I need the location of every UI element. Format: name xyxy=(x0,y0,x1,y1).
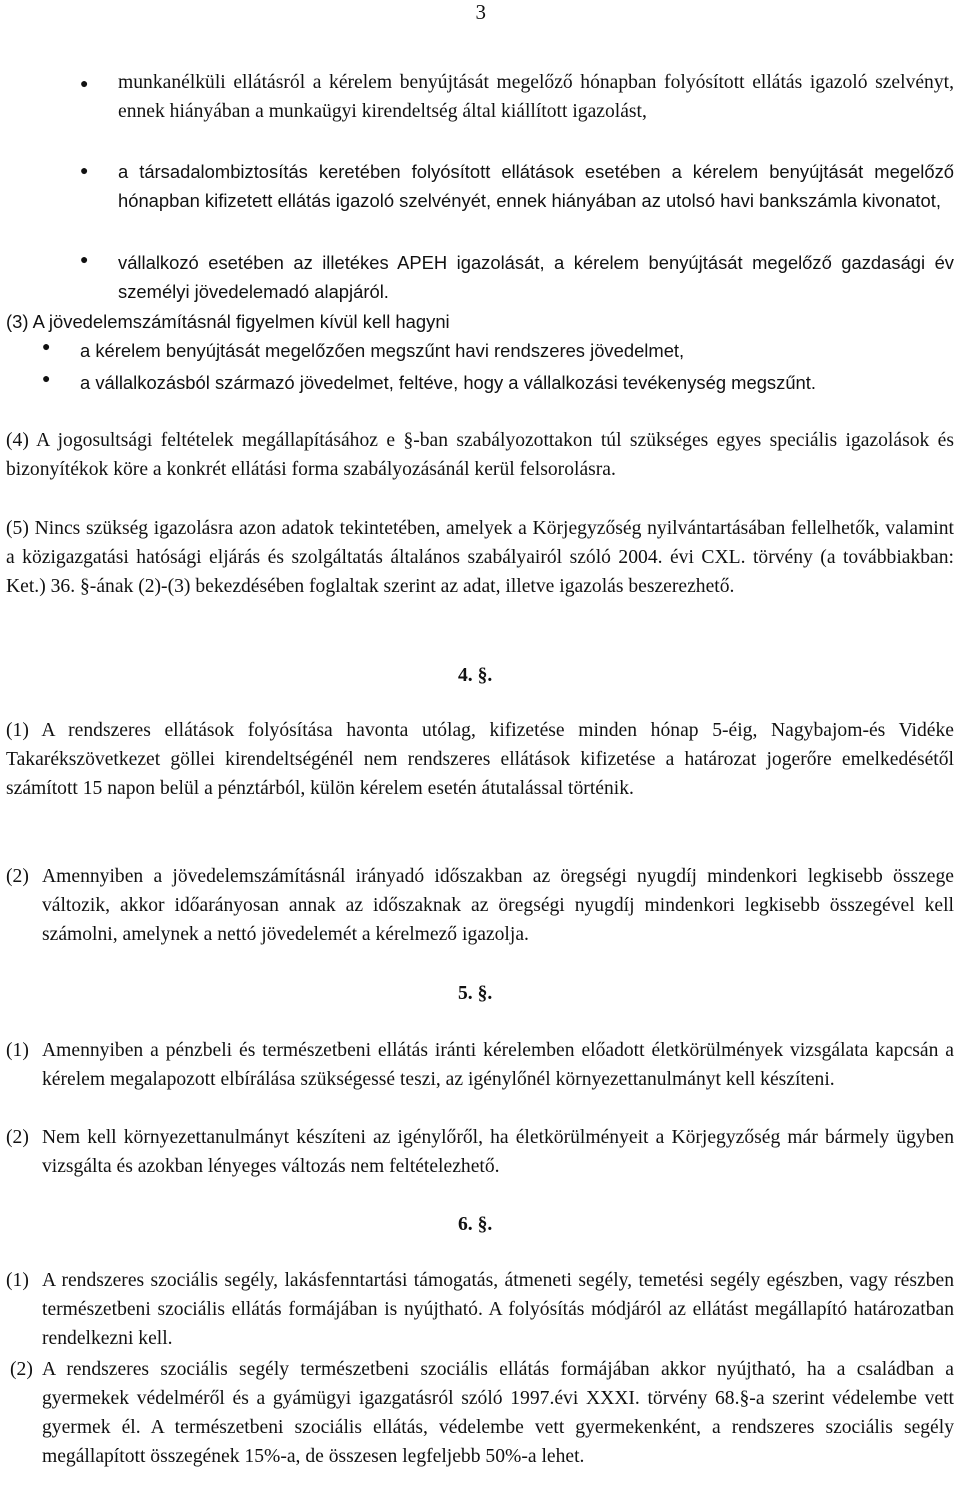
section-heading-4: 4. §. xyxy=(458,665,493,686)
bullet-icon: ● xyxy=(42,372,51,387)
list-item: munkanélküli ellátásról a kérelem benyújtását megelőző hónapban folyósított ellátás igazoló szelvényt, ennek hiányában a munkaügyi kirendeltség által kiállított igazolást, xyxy=(118,72,954,122)
section-6-paragraph-2-label: (2) xyxy=(10,1359,33,1380)
section-6-paragraph-2: A rendszeres szociális segély természetbeni szociális ellátás formájában akkor nyújtható, ha a családban a gyermekek védelméről és a gyámügyi igazgatásról szóló 1997.évi XXXI. törvény 68.§-a szerint védelembe vett gyermek él. A természetbeni szociális ellátás, védelembe vett gyermekenként, a rendszeres szociális segély megállapított összegének 15%-a, de összesen legfeljebb 50%-a lehet. xyxy=(42,1359,954,1467)
bullet-icon: ● xyxy=(80,253,89,268)
bullet-icon: ● xyxy=(80,164,89,179)
list-item: a társadalombiztosítás keretében folyósított ellátások esetében a kérelem benyújtását megelőző hónapban kifizetett ellátás igazoló szelvényét, ennek hiányában az utolsó havi bankszámla kivonatot, xyxy=(118,161,954,211)
section-6-paragraph-1-label: (1) xyxy=(6,1270,29,1291)
list-item: vállalkozó esetében az illetékes APEH igazolását, a kérelem benyújtását megelőző gazdasági év személyi jövedelemadó alapjáról. xyxy=(118,252,954,302)
section-6-paragraph-1: A rendszeres szociális segély, lakásfenntartási támogatás, átmeneti segély, temetési segély egészben, vagy részben természetbeni szociális ellátás formájában is nyújtható. A folyósítás módjáról az ellátást megállapító határozatban rendelkezni kell. xyxy=(42,1270,954,1349)
section-4-paragraph-2: Amennyiben a jövedelemszámításnál irányadó időszakban az öregségi nyugdíj mindenkori legkisebb összege változik, akkor időarányosan annak az időszaknak az öregségi nyugdíj mindenkori legkisebb összegével kell számolni, amelynek a nettó jövedelemét a kérelmező igazolja. xyxy=(42,866,954,945)
paragraph-3: (3) A jövedelemszámításnál figyelmen kívül kell hagyni xyxy=(6,311,450,332)
section-5-paragraph-1-label: (1) xyxy=(6,1040,29,1061)
paragraph-4: (4) A jogosultsági feltételek megállapításához e §-ban szabályozottakon túl szükséges egyes speciális igazolások és bizonyítékok köre a konkrét ellátási forma szabályozásánál kerül felsorolásra. xyxy=(6,430,954,480)
bullet-icon: ● xyxy=(80,77,89,92)
section-4-paragraph-1: (1) A rendszeres ellátások folyósítása havonta utólag, kifizetése minden hónap 5-éig, Nagybajom-és Vidéke Takarékszövetkezet göllei kirendeltségénél nem rendszeres ellátások kifizetése a határozat jogerőre emelkedésétől számított 15 napon belül a pénztárból, külön kérelem esetén átutalással történik. xyxy=(6,720,954,799)
section-4-paragraph-2-label: (2) xyxy=(6,866,29,887)
list-item: a kérelem benyújtását megelőzően megszűnt havi rendszeres jövedelmet, xyxy=(80,340,685,361)
section-5-paragraph-2-label: (2) xyxy=(6,1127,29,1148)
section-5-paragraph-2: Nem kell környezettanulmányt készíteni az igénylőről, ha életkörülményeit a Körjegyzőség már bármely ügyben vizsgálta és azokban lényeges változás nem feltételezhető. xyxy=(42,1127,954,1177)
page-number: 3 xyxy=(475,0,486,24)
list-item: a vállalkozásból származó jövedelmet, feltéve, hogy a vállalkozási tevékenység megszűnt. xyxy=(80,372,817,393)
section-heading-6: 6. §. xyxy=(458,1214,493,1235)
paragraph-5: (5) Nincs szükség igazolásra azon adatok tekintetében, amelyek a Körjegyzőség nyilvántartásában fellelhetők, valamint a közigazgatási hatósági eljárás és szolgáltatás általános szabályairól szóló 2004. évi CXL. törvény (a továbbiakban: Ket.) 36. §-ának (2)-(3) bekezdésében foglaltak szerint az adat, illetve igazolás beszerezhető. xyxy=(6,518,954,597)
section-5-paragraph-1: Amennyiben a pénzbeli és természetbeni ellátás iránti kérelemben előadott életkörülmények vizsgálata kapcsán a kérelem megalapozott elbírálása szükségessé teszi, az igénylőnél környezettanulmányt kell készíteni. xyxy=(42,1040,954,1090)
bullet-icon: ● xyxy=(42,340,51,355)
section-heading-5: 5. §. xyxy=(458,983,493,1004)
